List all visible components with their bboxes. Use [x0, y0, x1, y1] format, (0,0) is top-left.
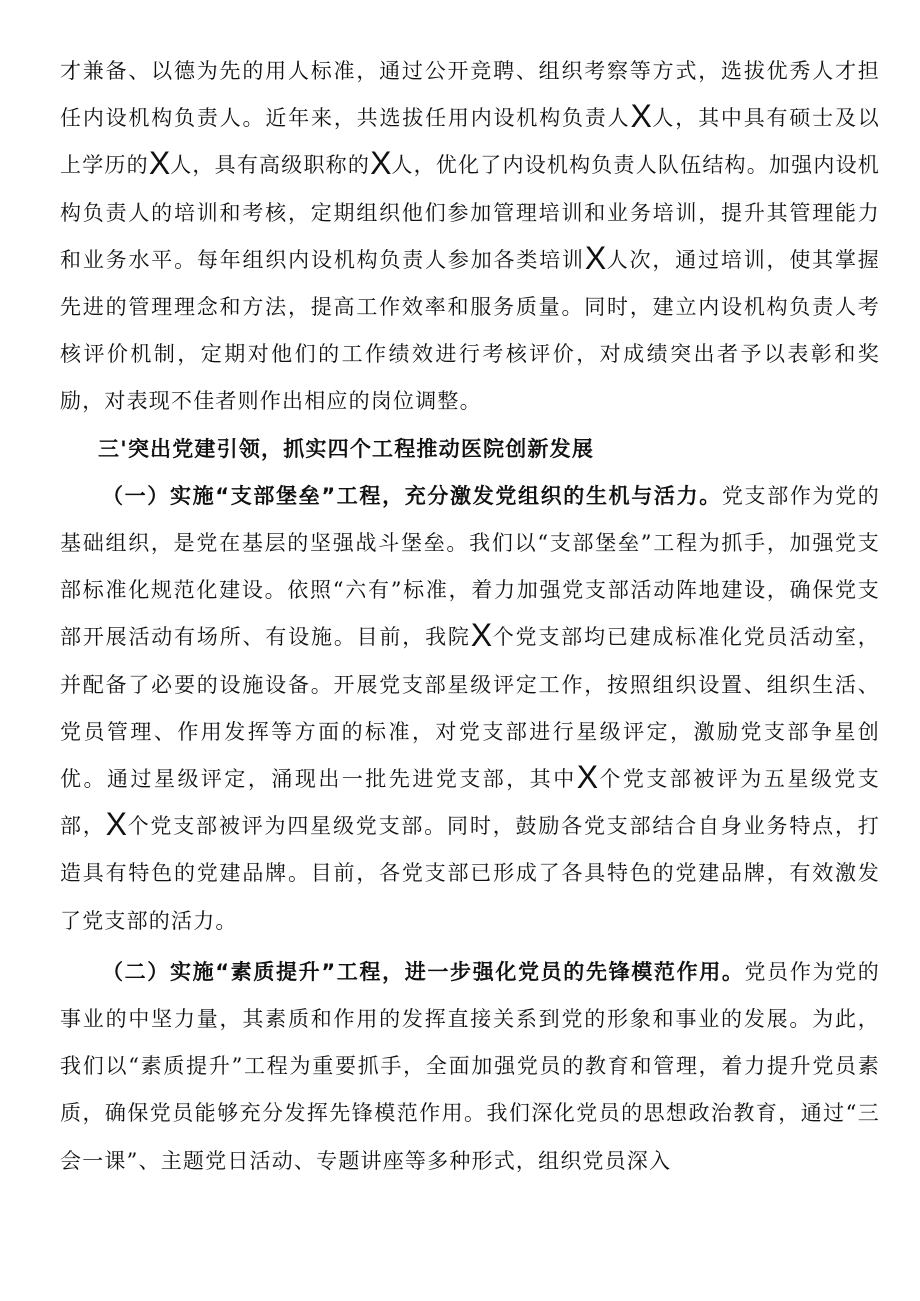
text-run: 人，具有高级职称的 [170, 153, 371, 178]
text-run: 党支部作为党的基础组织，是党在基层的坚强战斗堡垒。我们以“支部堡垒”工程为抓手，加强党支部标准化规范化建设。依照“六有”标准，着力加强党支部活动阵地建设，确保党支部开展活动有场所、有设施。目前，我院 [60, 483, 881, 650]
subsection-lead-2: （二）实施“素质提升”工程，进一步强化党员的先锋模范作用。 [102, 959, 745, 984]
text-run: 人，其中具有硕士及以上学历的 [60, 106, 880, 178]
placeholder-x: X [148, 145, 171, 182]
section-heading-3: 三'突出党建引领，抓实四个工程推动医院创新发展 [98, 436, 595, 461]
paragraph-quality-improvement [60, 949, 880, 1185]
placeholder-x: X [576, 759, 599, 796]
paragraph-cadre-selection [60, 48, 880, 426]
text-run: 人，优化了内设机构负责人队伍结构。加强内设机构负责人的培训和考核，定期组织他们参加管理培训和业务培训，提升其管理能力和业务水平。每年组织内设机构负责人参加各类培训 [60, 153, 880, 272]
text-run: 个党支部被评为五星级党支部， [60, 767, 880, 839]
paragraph-branch-fortress [60, 473, 880, 945]
placeholder-x: X [105, 806, 127, 843]
text-run: 党员作为党的事业的中坚力量，其素质和作用的发挥直接关系到党的形象和事业的发展。为此，我们以“素质提升”工程为重要抓手，全面加强党员的教育和管理，着力提升党员素质，确保党员能够充分发挥先锋模范作用。我们深化党员的思想政治教育，通过“三会一课”、主题党日活动、专题讲座等多种形式，组织党员深入 [60, 959, 880, 1173]
subsection-lead-1: （一）实施“支部堡垒”工程，充分激发党组织的生机与活力。 [102, 483, 722, 508]
placeholder-x: X [584, 239, 607, 276]
placeholder-x: X [370, 145, 392, 182]
document-page [60, 48, 880, 1185]
text-run: 人次，通过培训，使其掌握先进的管理理念和方法，提高工作效率和服务质量。同时，建立内设机构负责人考核评价机制，定期对他们的工作绩效进行考核评价，对成绩突出者予以表彰和奖励，对表现不佳者则作出相应的岗位调整。 [60, 247, 880, 414]
text-run: 个党支部被评为四星级党支部。同时，鼓励各党支部结合自身业务特点，打造具有特色的党建品牌。目前，各党支部已形成了各具特色的党建品牌，有效激发了党支部的活力。 [60, 814, 880, 933]
placeholder-x: X [630, 98, 652, 135]
placeholder-x: X [470, 617, 493, 654]
text-run: 个党支部均已建成标准化党员活动室，并配备了必要的设施设备。开展党支部星级评定工作，按照组织设置、组织生活、党员管理、作用发挥等方面的标准，对党支部进行星级评定，激励党支部争星创优。通过星级评定，涌现出一批先进党支部，其中 [60, 625, 880, 792]
text-run: 才兼备、以德为先的用人标准，通过公开竞聘、组织考察等方式，选拔优秀人才担任内设机构负责人。近年来，共选拔任用内设机构负责人 [60, 59, 880, 131]
